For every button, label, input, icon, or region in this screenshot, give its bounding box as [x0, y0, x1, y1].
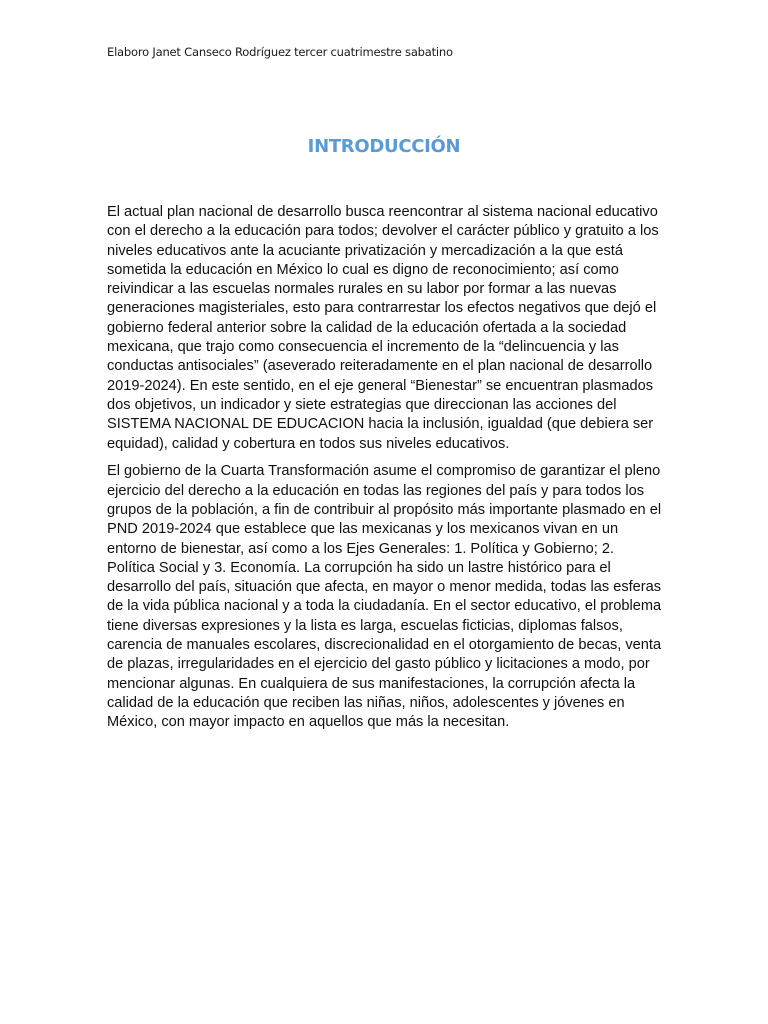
document-title: INTRODUCCIÓN	[307, 136, 461, 157]
body-paragraph: El gobierno de la Cuarta Transformación asume el compromiso de garantizar el pleno ejercicio del derecho a la educación en todas las regiones del país y para todos los grupos de la población, a fin de contribuir al propósito más importante plasmado en el PND 2019-2024 que establece que las mexicanas y los mexicanos vivan en un entorno de bienestar, así como a los Ejes Generales: 1. Política y Gobierno; 2. Política Social y 3. Economía. La corrupción ha sido un lastre histórico para el desarrollo del país, situación que afecta, en mayor o menor medida, todas las esferas de la vida pública nacional y a toda la ciudadanía. En el sector educativo, el problema tiene diversas expresiones y la lista es larga, escuelas ficticias, diplomas falsos, carencia de manuales escolares, discrecionalidad en el otorgamiento de becas, venta de plazas, irregularidades en el ejercicio del gasto público y licitaciones a modo, por mencionar algunas. En cualquiera de sus manifestaciones, la corrupción afecta la calidad de la educación que reciben las niñas, niños, adolescentes y jóvenes en México, con mayor impacto en aquellos que más la necesitan.	[107, 463, 662, 731]
page-header: Elaboro Janet Canseco Rodríguez tercer cuatrimestre sabatino	[107, 45, 453, 59]
body-paragraph: El actual plan nacional de desarrollo busca reencontrar al sistema nacional educativo con el derecho a la educación para todos; devolver el carácter público y gratuito a los niveles educativos ante la acuciante privatización y mercadización a la que está sometida la educación en México lo cual es digno de reconocimiento; así como reivindicar a las escuelas normales rurales en su labor por formar a las nuevas generaciones magisteriales, esto para contrarrestar los efectos negativos que dejó el gobierno federal anterior sobre la calidad de la educación ofertada a la sociedad mexicana, que trajo como consecuencia el incremento de la “delincuencia y las conductas antisociales” (aseverado reiteradamente en el plan nacional de desarrollo 2019-2024). En este sentido, en el eje general “Bienestar” se encuentran plasmados dos objetivos, un indicador y siete estrategias que direccionan las acciones del SISTEMA NACIONAL DE EDUCACION hacia la inclusión, igualdad (que debiera ser equidad), calidad y cobertura en todos sus niveles educativos.	[107, 204, 659, 452]
document-body	[107, 203, 663, 741]
